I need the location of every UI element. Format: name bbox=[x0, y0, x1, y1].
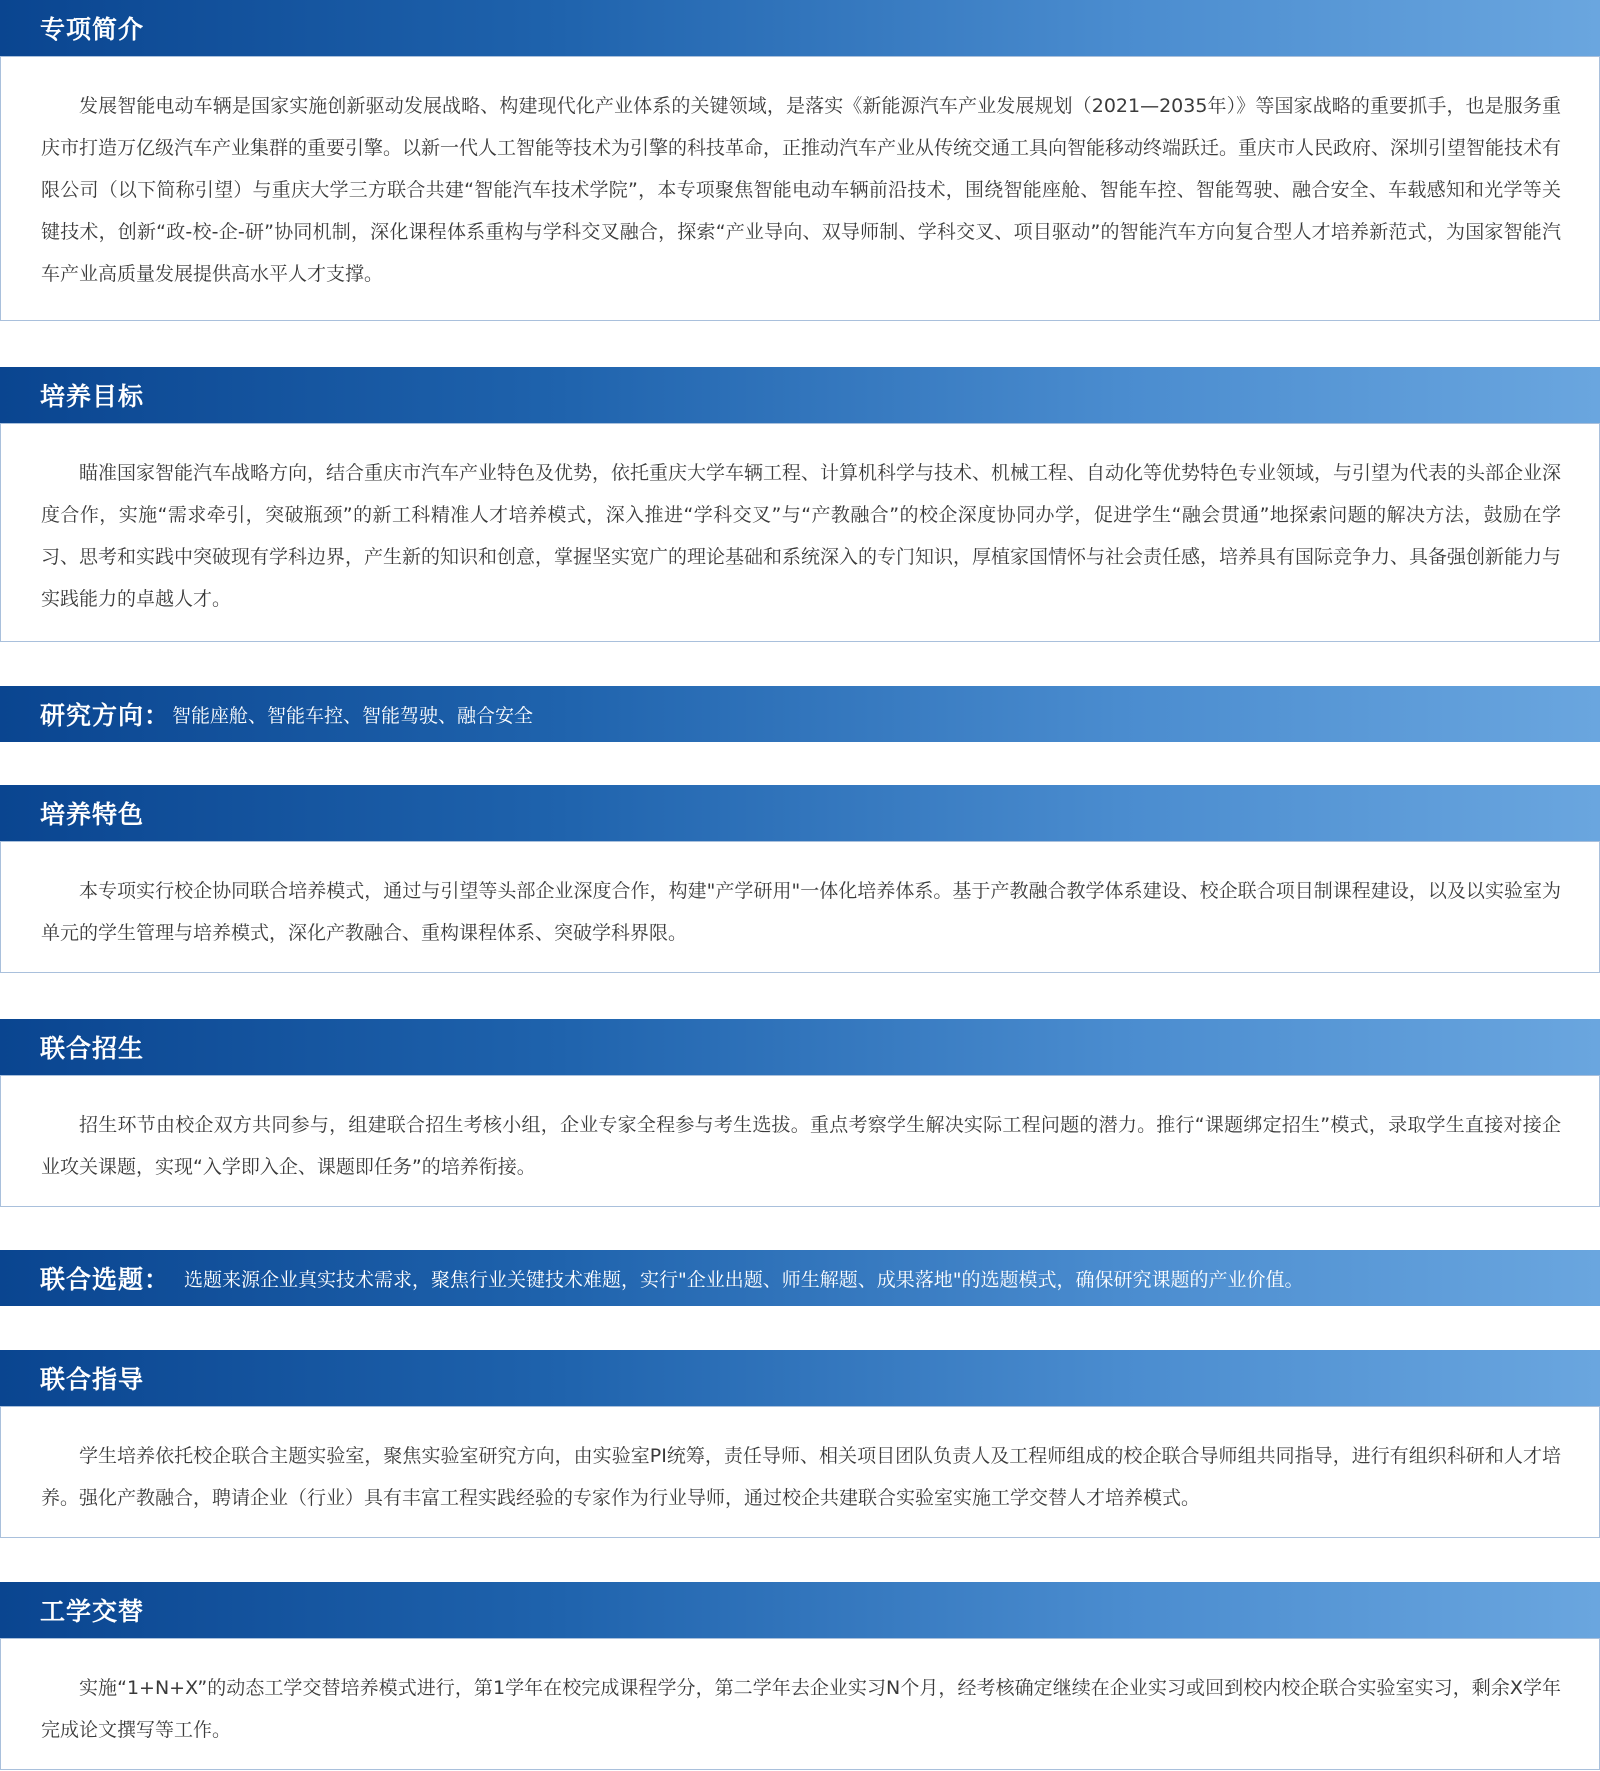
admission-title: 联合招生 bbox=[40, 1034, 145, 1063]
goal-text: 瞄准国家智能汽车战略方向，结合重庆市汽车产业特色及优势，依托重庆大学车辆工程、计算机科学与技术、机械工程、自动化等优势特色专业领域，与引望为代表的头部企业深度合作，实施“需求牵引，突破瓶颈”的新工科精准人才培养模式，深入推进“学科交叉”与“产教融合”的校企深度协同办学，促进学生“融会贯通”地探索问题的解决方法，鼓励在学习、思考和实践中突破现有学科边界，产生新的知识和创意，掌握坚实宽广的理论基础和系统深入的专门知识，厚植家国情怀与社会责任感，培养具有国际竞争力、具备强创新能力与实践能力的卓越人才。 bbox=[41, 462, 1562, 610]
alternation-content bbox=[0, 1638, 1600, 1770]
alternation-title: 工学交替 bbox=[40, 1597, 145, 1626]
guidance-title: 联合指导 bbox=[40, 1365, 145, 1394]
topic-text: 选题来源企业真实技术需求，聚焦行业关键技术难题，实行"企业出题、师生解题、成果落地"的选题模式，确保研究课题的产业价值。 bbox=[184, 1268, 1304, 1291]
guidance-header bbox=[0, 1350, 1600, 1406]
goal-content bbox=[0, 423, 1600, 642]
goal-header bbox=[0, 367, 1600, 423]
feature-title: 培养特色 bbox=[40, 800, 145, 829]
feature-content bbox=[0, 841, 1600, 973]
feature-text: 本专项实行校企协同联合培养模式，通过与引望等头部企业深度合作，构建"产学研用"一体化培养体系。基于产教融合教学体系建设、校企联合项目制课程建设，以及以实验室为单元的学生管理与培养模式，深化产教融合、重构课程体系、突破学科界限。 bbox=[41, 880, 1561, 944]
admission-text: 招生环节由校企双方共同参与，组建联合招生考核小组，企业专家全程参与考生选拔。重点考察学生解决实际工程问题的潜力。推行“课题绑定招生”模式，录取学生直接对接企业攻关课题，实现“入学即入企、课题即任务”的培养衔接。 bbox=[41, 1114, 1561, 1178]
alternation-text: 实施“1+N+X”的动态工学交替培养模式进行，第1学年在校完成课程学分，第二学年去企业实习N个月，经考核确定继续在企业实习或回到校内校企联合实验室实习，剩余X学年完成论文撰写等工作。 bbox=[41, 1677, 1561, 1741]
feature-header bbox=[0, 785, 1600, 841]
research-text: 智能座舱、智能车控、智能驾驶、融合安全 bbox=[172, 704, 534, 727]
admission-content bbox=[0, 1075, 1600, 1207]
intro-header bbox=[0, 0, 1600, 56]
research-header bbox=[0, 686, 1600, 742]
intro-text: 发展智能电动车辆是国家实施创新驱动发展战略、构建现代化产业体系的关键领域，是落实《新能源汽车产业发展规划（2021—2035年）》等国家战略的重要抓手，也是服务重庆市打造万亿级汽车产业集群的重要引擎。以新一代人工智能等技术为引擎的科技革命，正推动汽车产业从传统交通工具向智能移动终端跃迁。重庆市人民政府、深圳引望智能技术有限公司（以下简称引望）与重庆大学三方联合共建“智能汽车技术学院”，本专项聚焦智能电动车辆前沿技术，围绕智能座舱、智能车控、智能驾驶、融合安全、车载感知和光学等关键技术，创新“政-校-企-研”协同机制，深化课程体系重构与学科交叉融合，探索“产业导向、双导师制、学科交叉、项目驱动”的智能汽车方向复合型人才培养新范式，为国家智能汽车产业高质量发展提供高水平人才支撑。 bbox=[41, 95, 1562, 285]
goal-title: 培养目标 bbox=[40, 382, 145, 411]
guidance-content bbox=[0, 1406, 1600, 1538]
alternation-header bbox=[0, 1582, 1600, 1638]
intro-title: 专项简介 bbox=[40, 15, 145, 44]
research-title: 研究方向： bbox=[40, 701, 171, 730]
topic-title: 联合选题： bbox=[40, 1265, 171, 1294]
admission-header bbox=[0, 1019, 1600, 1075]
topic-header bbox=[0, 1250, 1600, 1306]
guidance-text: 学生培养依托校企联合主题实验室，聚焦实验室研究方向，由实验室PI统筹，责任导师、相关项目团队负责人及工程师组成的校企联合导师组共同指导，进行有组织科研和人才培养。强化产教融合，聘请企业（行业）具有丰富工程实践经验的专家作为行业导师，通过校企共建联合实验室实施工学交替人才培养模式。 bbox=[41, 1445, 1561, 1509]
intro-content bbox=[0, 56, 1600, 321]
